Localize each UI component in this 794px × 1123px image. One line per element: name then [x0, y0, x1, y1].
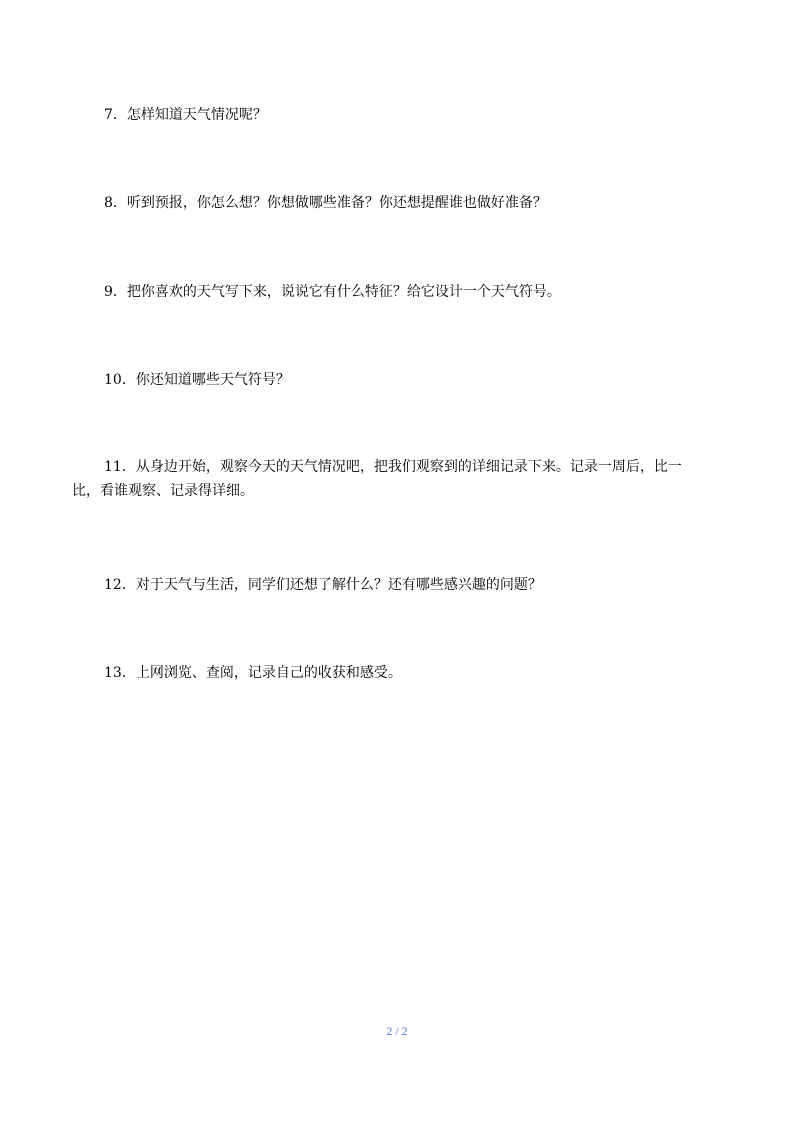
question-text: 你还知道哪些天气符号？ — [135, 372, 290, 388]
question-number: 13． — [104, 665, 136, 681]
question-number: 12． — [104, 577, 136, 593]
question-text: 听到预报，你怎么想？你想做哪些准备？你还想提醒谁也做好准备？ — [126, 195, 547, 211]
question-10 — [72, 368, 708, 392]
question-9 — [72, 280, 708, 304]
question-text: 对于天气与生活，同学们还想了解什么？还有哪些感兴趣的问题？ — [135, 577, 542, 593]
question-13 — [72, 661, 708, 685]
question-11 — [72, 455, 708, 503]
question-number: 9． — [104, 284, 127, 300]
question-number: 11． — [104, 459, 136, 475]
question-8 — [72, 191, 708, 215]
question-text: 上网浏览、查阅，记录自己的收获和感受。 — [135, 665, 402, 681]
question-number: 7． — [104, 107, 127, 123]
question-number: 8． — [104, 195, 127, 211]
question-text: 怎样知道天气情况呢？ — [126, 107, 267, 123]
question-text: 从身边开始，观察今天的天气情况吧，把我们观察到的详细记录下来。记录一周后，比一比，看谁观察、记录得详细。 — [72, 459, 682, 499]
question-text: 把你喜欢的天气写下来，说说它有什么特征？给它设计一个天气符号。 — [126, 284, 561, 300]
question-12 — [72, 573, 708, 597]
page-number-footer: 2 / 2 — [386, 1024, 408, 1038]
question-7 — [72, 103, 708, 127]
question-number: 10． — [104, 372, 136, 388]
